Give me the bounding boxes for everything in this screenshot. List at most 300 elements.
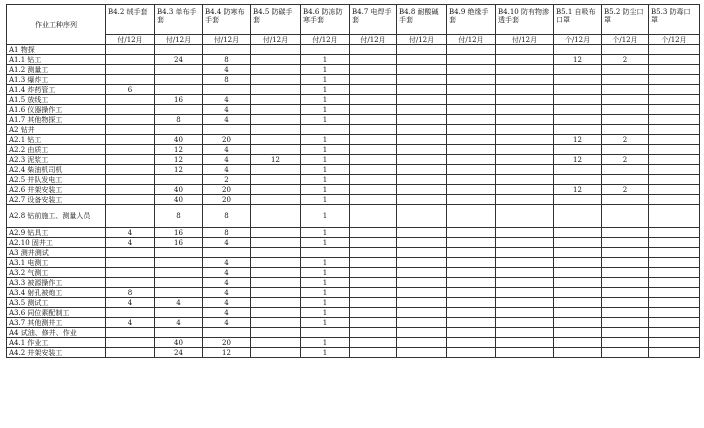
- table-row: [7, 115, 700, 125]
- quantity-cell: [602, 165, 649, 175]
- quantity-cell: 1: [301, 205, 350, 228]
- quantity-cell: [554, 105, 602, 115]
- quantity-cell: [397, 135, 447, 145]
- quantity-cell: [602, 248, 649, 258]
- quantity-cell: [602, 268, 649, 278]
- quantity-cell: [649, 248, 700, 258]
- quantity-cell: [397, 308, 447, 318]
- quantity-cell: [301, 45, 350, 55]
- quantity-cell: [554, 145, 602, 155]
- quantity-cell: [447, 65, 496, 75]
- quantity-cell: 12: [155, 165, 203, 175]
- quantity-cell: 8: [155, 115, 203, 125]
- quantity-cell: [397, 338, 447, 348]
- quantity-cell: [496, 278, 554, 288]
- quantity-cell: 24: [155, 55, 203, 65]
- quantity-cell: 1: [301, 85, 350, 95]
- job-type-cell: A1.6 仪器操作工: [7, 105, 106, 115]
- quantity-cell: [649, 45, 700, 55]
- quantity-cell: 1: [301, 185, 350, 195]
- quantity-cell: 4: [106, 318, 155, 328]
- quantity-cell: [106, 145, 155, 155]
- quantity-cell: [251, 185, 301, 195]
- quantity-cell: [602, 288, 649, 298]
- quantity-cell: [554, 278, 602, 288]
- quantity-cell: 4: [203, 95, 251, 105]
- job-type-cell: A3 测井测试: [7, 248, 106, 258]
- quantity-cell: [602, 278, 649, 288]
- quantity-cell: [447, 308, 496, 318]
- quantity-cell: [251, 145, 301, 155]
- quantity-cell: [397, 45, 447, 55]
- quantity-cell: 1: [301, 348, 350, 358]
- quantity-cell: [397, 258, 447, 268]
- column-header: B4.5 防碳手套: [251, 5, 301, 35]
- quantity-cell: 8: [203, 55, 251, 65]
- header-row: [7, 5, 700, 35]
- quantity-cell: [155, 105, 203, 115]
- table-row: [7, 338, 700, 348]
- column-header: B4.6 防冻防寒手套: [301, 5, 350, 35]
- table-row: [7, 75, 700, 85]
- quantity-cell: [496, 145, 554, 155]
- quantity-cell: [106, 55, 155, 65]
- quantity-cell: 12: [554, 135, 602, 145]
- table-row: [7, 288, 700, 298]
- quantity-cell: 6: [106, 85, 155, 95]
- quantity-cell: [397, 175, 447, 185]
- table-row: [7, 268, 700, 278]
- table-row: [7, 248, 700, 258]
- quantity-cell: [447, 268, 496, 278]
- quantity-cell: 20: [203, 338, 251, 348]
- quantity-cell: 8: [203, 228, 251, 238]
- quantity-cell: [155, 248, 203, 258]
- quantity-cell: 1: [301, 288, 350, 298]
- quantity-cell: [251, 278, 301, 288]
- quantity-cell: [496, 348, 554, 358]
- quantity-cell: 1: [301, 75, 350, 85]
- quantity-cell: [397, 95, 447, 105]
- quantity-cell: [447, 195, 496, 205]
- quantity-cell: 4: [106, 228, 155, 238]
- ppe-allocation-table: [6, 4, 700, 358]
- quantity-cell: [649, 115, 700, 125]
- table-row: [7, 165, 700, 175]
- quantity-cell: [251, 205, 301, 228]
- quantity-cell: [649, 145, 700, 155]
- quantity-cell: 1: [301, 65, 350, 75]
- quantity-cell: [602, 125, 649, 135]
- quantity-cell: 1: [301, 278, 350, 288]
- quantity-cell: [397, 318, 447, 328]
- table-row: [7, 195, 700, 205]
- quantity-cell: [397, 298, 447, 308]
- quantity-cell: 1: [301, 135, 350, 145]
- quantity-cell: [602, 258, 649, 268]
- quantity-cell: 1: [301, 155, 350, 165]
- table-row: [7, 185, 700, 195]
- unit-label: 付/12月: [106, 35, 155, 45]
- quantity-cell: [397, 155, 447, 165]
- quantity-cell: 4: [203, 298, 251, 308]
- quantity-cell: [602, 175, 649, 185]
- quantity-cell: [251, 248, 301, 258]
- quantity-cell: [350, 105, 397, 115]
- job-type-cell: A3.6 同位素配制工: [7, 308, 106, 318]
- job-type-cell: A4 试油、修井、作业: [7, 328, 106, 338]
- quantity-cell: [397, 115, 447, 125]
- column-header: B4.7 电焊手套: [350, 5, 397, 35]
- table-row: [7, 135, 700, 145]
- quantity-cell: [496, 248, 554, 258]
- job-type-cell: A2.6 井架安装工: [7, 185, 106, 195]
- quantity-cell: [397, 195, 447, 205]
- quantity-cell: [602, 238, 649, 248]
- quantity-cell: 1: [301, 195, 350, 205]
- quantity-cell: 1: [301, 338, 350, 348]
- quantity-cell: [554, 238, 602, 248]
- quantity-cell: [649, 105, 700, 115]
- quantity-cell: [554, 195, 602, 205]
- quantity-cell: [397, 185, 447, 195]
- quantity-cell: [554, 125, 602, 135]
- quantity-cell: [496, 135, 554, 145]
- quantity-cell: [447, 115, 496, 125]
- quantity-cell: [350, 85, 397, 95]
- quantity-cell: [203, 85, 251, 95]
- job-type-cell: A1.5 放线工: [7, 95, 106, 105]
- quantity-cell: 40: [155, 185, 203, 195]
- quantity-cell: [496, 258, 554, 268]
- quantity-cell: [649, 205, 700, 228]
- quantity-cell: [251, 228, 301, 238]
- quantity-cell: [447, 288, 496, 298]
- job-type-cell: A3.2 气测工: [7, 268, 106, 278]
- quantity-cell: 4: [203, 115, 251, 125]
- column-header: B4.10 防有物渗透手套: [496, 5, 554, 35]
- quantity-cell: [496, 195, 554, 205]
- quantity-cell: [496, 95, 554, 105]
- table-row: [7, 145, 700, 155]
- quantity-cell: [649, 55, 700, 65]
- quantity-cell: [106, 195, 155, 205]
- quantity-cell: [554, 85, 602, 95]
- quantity-cell: [350, 298, 397, 308]
- quantity-cell: [203, 125, 251, 135]
- quantity-cell: [301, 125, 350, 135]
- quantity-cell: [301, 328, 350, 338]
- quantity-cell: [350, 278, 397, 288]
- quantity-cell: 2: [602, 185, 649, 195]
- quantity-cell: [496, 298, 554, 308]
- quantity-cell: [554, 205, 602, 228]
- quantity-cell: [155, 65, 203, 75]
- quantity-cell: 4: [203, 268, 251, 278]
- quantity-cell: 1: [301, 165, 350, 175]
- job-type-cell: A3.3 被源操作工: [7, 278, 106, 288]
- quantity-cell: [397, 165, 447, 175]
- quantity-cell: [496, 205, 554, 228]
- quantity-cell: [649, 278, 700, 288]
- table-row: [7, 65, 700, 75]
- quantity-cell: [350, 238, 397, 248]
- quantity-cell: [251, 55, 301, 65]
- quantity-cell: [649, 135, 700, 145]
- quantity-cell: [350, 195, 397, 205]
- quantity-cell: [602, 308, 649, 318]
- quantity-cell: [155, 85, 203, 95]
- quantity-cell: 4: [203, 65, 251, 75]
- unit-label: 付/12月: [251, 35, 301, 45]
- quantity-cell: [251, 95, 301, 105]
- unit-label: 付/12月: [301, 35, 350, 45]
- quantity-cell: [397, 65, 447, 75]
- quantity-cell: [397, 328, 447, 338]
- unit-label: 个/12月: [554, 35, 602, 45]
- quantity-cell: [350, 75, 397, 85]
- quantity-cell: [496, 75, 554, 85]
- quantity-cell: [350, 55, 397, 65]
- quantity-cell: [251, 238, 301, 248]
- job-type-cell: A2.10 固井工: [7, 238, 106, 248]
- quantity-cell: [447, 318, 496, 328]
- quantity-cell: [106, 135, 155, 145]
- quantity-cell: [649, 155, 700, 165]
- quantity-cell: [649, 75, 700, 85]
- quantity-cell: [602, 228, 649, 238]
- quantity-cell: [447, 45, 496, 55]
- quantity-cell: [602, 195, 649, 205]
- quantity-cell: [447, 258, 496, 268]
- quantity-cell: [106, 65, 155, 75]
- quantity-cell: [649, 318, 700, 328]
- quantity-cell: [397, 75, 447, 85]
- quantity-cell: [447, 298, 496, 308]
- quantity-cell: 2: [602, 135, 649, 145]
- table-row: [7, 278, 700, 288]
- job-type-cell: A4.2 井架安装工: [7, 348, 106, 358]
- unit-label: 个/12月: [602, 35, 649, 45]
- quantity-cell: [447, 228, 496, 238]
- job-type-cell: A2.3 泥浆工: [7, 155, 106, 165]
- quantity-cell: [649, 195, 700, 205]
- quantity-cell: [350, 228, 397, 238]
- quantity-cell: [447, 135, 496, 145]
- quantity-cell: [602, 115, 649, 125]
- quantity-cell: [602, 145, 649, 155]
- quantity-cell: 12: [554, 155, 602, 165]
- table-row: [7, 298, 700, 308]
- quantity-cell: [447, 75, 496, 85]
- quantity-cell: 1: [301, 115, 350, 125]
- quantity-cell: [602, 85, 649, 95]
- quantity-cell: [496, 228, 554, 238]
- quantity-cell: [106, 185, 155, 195]
- quantity-cell: [350, 145, 397, 155]
- quantity-cell: [397, 85, 447, 95]
- quantity-cell: 4: [203, 278, 251, 288]
- table-row: [7, 258, 700, 268]
- quantity-cell: [602, 318, 649, 328]
- quantity-cell: [251, 328, 301, 338]
- quantity-cell: [496, 338, 554, 348]
- quantity-cell: [397, 288, 447, 298]
- quantity-cell: [350, 185, 397, 195]
- quantity-cell: [251, 268, 301, 278]
- quantity-cell: [251, 308, 301, 318]
- quantity-cell: [251, 115, 301, 125]
- column-header: B5.1 自吸布口罩: [554, 5, 602, 35]
- quantity-cell: [155, 268, 203, 278]
- table-body: [7, 45, 700, 358]
- column-header: B4.8 耐酸碱手套: [397, 5, 447, 35]
- table-row: [7, 205, 700, 228]
- quantity-cell: [447, 205, 496, 228]
- table-row: [7, 105, 700, 115]
- quantity-cell: [554, 175, 602, 185]
- quantity-cell: [397, 238, 447, 248]
- quantity-cell: [350, 348, 397, 358]
- quantity-cell: [447, 125, 496, 135]
- quantity-cell: [397, 105, 447, 115]
- job-type-cell: A2.4 柴油机司机: [7, 165, 106, 175]
- quantity-cell: [350, 155, 397, 165]
- quantity-cell: [554, 308, 602, 318]
- job-type-cell: A1 物探: [7, 45, 106, 55]
- quantity-cell: [251, 125, 301, 135]
- quantity-cell: [447, 278, 496, 288]
- column-header: B4.2 绒手套: [106, 5, 155, 35]
- quantity-cell: [397, 348, 447, 358]
- quantity-cell: 2: [203, 175, 251, 185]
- quantity-cell: 1: [301, 228, 350, 238]
- quantity-cell: [554, 288, 602, 298]
- quantity-cell: [602, 65, 649, 75]
- quantity-cell: [106, 125, 155, 135]
- corner-header: 作业工种序列: [7, 5, 106, 45]
- quantity-cell: [251, 85, 301, 95]
- quantity-cell: [496, 85, 554, 95]
- column-header: B4.9 绝缘手套: [447, 5, 496, 35]
- quantity-cell: [350, 248, 397, 258]
- quantity-cell: [106, 105, 155, 115]
- quantity-cell: [397, 248, 447, 258]
- quantity-cell: 12: [554, 185, 602, 195]
- quantity-cell: [554, 75, 602, 85]
- quantity-cell: [602, 298, 649, 308]
- quantity-cell: [496, 105, 554, 115]
- quantity-cell: [251, 288, 301, 298]
- quantity-cell: [649, 95, 700, 105]
- quantity-cell: 4: [203, 155, 251, 165]
- table-row: [7, 85, 700, 95]
- quantity-cell: 4: [106, 298, 155, 308]
- job-type-cell: A2.7 设备安装工: [7, 195, 106, 205]
- quantity-cell: [203, 248, 251, 258]
- quantity-cell: [155, 288, 203, 298]
- unit-label: 付/12月: [397, 35, 447, 45]
- quantity-cell: [496, 318, 554, 328]
- unit-label: 付/12月: [496, 35, 554, 45]
- quantity-cell: [554, 318, 602, 328]
- quantity-cell: 4: [155, 298, 203, 308]
- quantity-cell: [106, 175, 155, 185]
- quantity-cell: [447, 338, 496, 348]
- quantity-cell: [649, 338, 700, 348]
- quantity-cell: [554, 298, 602, 308]
- quantity-cell: [649, 258, 700, 268]
- quantity-cell: [649, 268, 700, 278]
- quantity-cell: [106, 278, 155, 288]
- quantity-cell: 40: [155, 195, 203, 205]
- column-header: B4.4 防寒布手套: [203, 5, 251, 35]
- quantity-cell: [203, 45, 251, 55]
- quantity-cell: 40: [155, 135, 203, 145]
- quantity-cell: [447, 238, 496, 248]
- quantity-cell: [649, 125, 700, 135]
- quantity-cell: [602, 105, 649, 115]
- quantity-cell: [554, 95, 602, 105]
- quantity-cell: 1: [301, 95, 350, 105]
- unit-label: 付/12月: [350, 35, 397, 45]
- quantity-cell: 20: [203, 195, 251, 205]
- quantity-cell: [350, 288, 397, 298]
- quantity-cell: [397, 228, 447, 238]
- quantity-cell: 2: [602, 155, 649, 165]
- quantity-cell: [496, 155, 554, 165]
- quantity-cell: [350, 45, 397, 55]
- quantity-cell: [447, 175, 496, 185]
- quantity-cell: [649, 308, 700, 318]
- quantity-cell: [554, 65, 602, 75]
- quantity-cell: [447, 155, 496, 165]
- unit-label: 付/12月: [155, 35, 203, 45]
- quantity-cell: [106, 115, 155, 125]
- quantity-cell: 4: [203, 105, 251, 115]
- quantity-cell: [350, 258, 397, 268]
- quantity-cell: [649, 85, 700, 95]
- quantity-cell: [496, 288, 554, 298]
- column-header: B5.3 防毒口罩: [649, 5, 700, 35]
- quantity-cell: 1: [301, 105, 350, 115]
- quantity-cell: [350, 308, 397, 318]
- quantity-cell: [155, 258, 203, 268]
- quantity-cell: [350, 318, 397, 328]
- job-type-cell: A2 钻井: [7, 125, 106, 135]
- quantity-cell: [397, 145, 447, 155]
- quantity-cell: [251, 338, 301, 348]
- quantity-cell: [496, 125, 554, 135]
- quantity-cell: [602, 328, 649, 338]
- quantity-cell: [106, 95, 155, 105]
- quantity-cell: [106, 328, 155, 338]
- table-row: [7, 328, 700, 338]
- job-type-cell: A1.7 其他物探工: [7, 115, 106, 125]
- quantity-cell: [350, 338, 397, 348]
- quantity-cell: 8: [203, 75, 251, 85]
- quantity-cell: 12: [554, 55, 602, 65]
- quantity-cell: 12: [155, 155, 203, 165]
- quantity-cell: 4: [203, 318, 251, 328]
- quantity-cell: [447, 105, 496, 115]
- quantity-cell: [602, 75, 649, 85]
- quantity-cell: [350, 135, 397, 145]
- quantity-cell: [602, 205, 649, 228]
- quantity-cell: 4: [155, 318, 203, 328]
- quantity-cell: 1: [301, 145, 350, 155]
- job-type-cell: A2.9 钻具工: [7, 228, 106, 238]
